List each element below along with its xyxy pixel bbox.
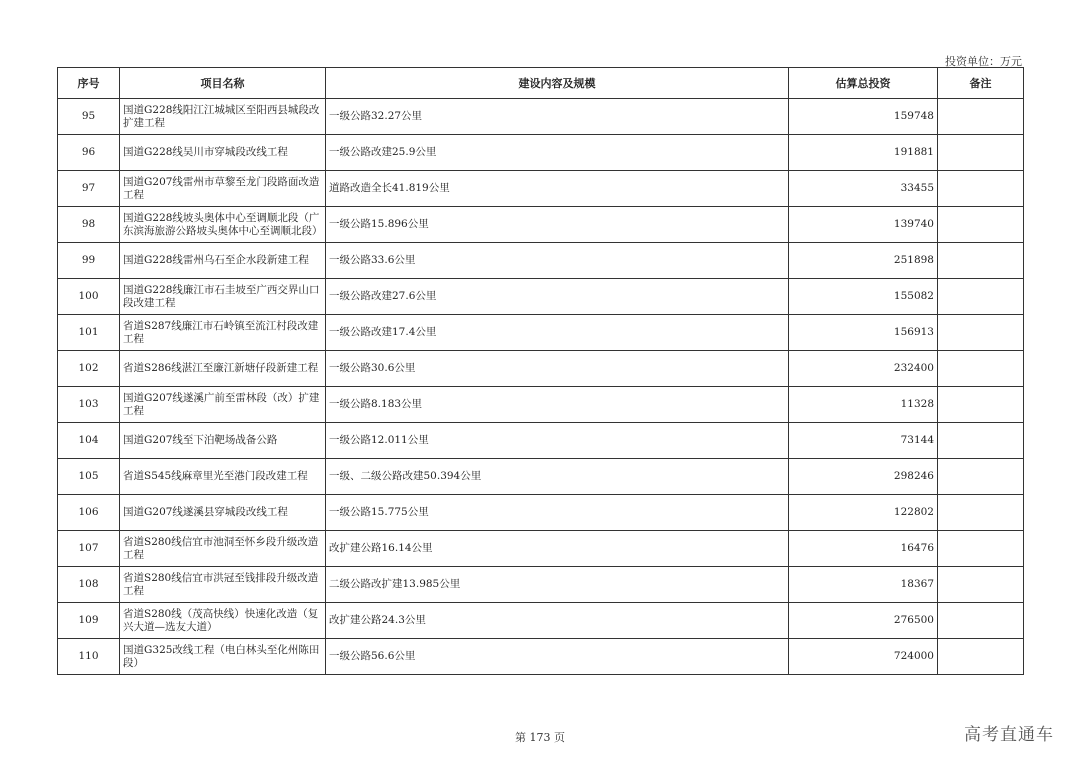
cell-project-name: 国道G228线廉江市石圭坡至广西交界山口段改建工程 (120, 279, 326, 315)
table-row (58, 315, 1024, 351)
cell-investment: 18367 (789, 567, 938, 603)
project-table (57, 67, 1024, 675)
cell-content: 一级公路改建27.6公里 (326, 279, 789, 315)
cell-project-name: 省道S287线廉江市石岭镇至流江村段改建工程 (120, 315, 326, 351)
cell-content: 改扩建公路24.3公里 (326, 603, 789, 639)
cell-project-name: 国道G228线坡头奥体中心至调顺北段（广东滨海旅游公路坡头奥体中心至调顺北段） (120, 207, 326, 243)
cell-remark (938, 495, 1024, 531)
cell-seq: 95 (58, 99, 120, 135)
cell-content: 二级公路改扩建13.985公里 (326, 567, 789, 603)
cell-remark (938, 279, 1024, 315)
cell-seq: 107 (58, 531, 120, 567)
table-body (58, 99, 1024, 675)
cell-remark (938, 99, 1024, 135)
cell-investment: 159748 (789, 99, 938, 135)
table-row (58, 99, 1024, 135)
cell-investment: 298246 (789, 459, 938, 495)
cell-remark (938, 531, 1024, 567)
table-row (58, 531, 1024, 567)
cell-seq: 104 (58, 423, 120, 459)
cell-investment: 139740 (789, 207, 938, 243)
table-header-row (58, 68, 1024, 99)
cell-project-name: 国道G207线雷州市草黎至龙门段路面改造工程 (120, 171, 326, 207)
cell-seq: 97 (58, 171, 120, 207)
cell-remark (938, 207, 1024, 243)
cell-content: 一级公路8.183公里 (326, 387, 789, 423)
table-row (58, 567, 1024, 603)
table-row (58, 639, 1024, 675)
cell-content: 改扩建公路16.14公里 (326, 531, 789, 567)
cell-seq: 108 (58, 567, 120, 603)
cell-investment: 122802 (789, 495, 938, 531)
cell-investment: 33455 (789, 171, 938, 207)
table-row (58, 135, 1024, 171)
cell-remark (938, 243, 1024, 279)
cell-project-name: 国道G207线至下泊靶场战备公路 (120, 423, 326, 459)
cell-investment: 724000 (789, 639, 938, 675)
cell-project-name: 国道G228线阳江江城城区至阳西县城段改扩建工程 (120, 99, 326, 135)
table-row (58, 279, 1024, 315)
investment-unit-note: 投资单位：万元 (945, 55, 1022, 68)
cell-investment: 155082 (789, 279, 938, 315)
cell-seq: 105 (58, 459, 120, 495)
cell-investment: 191881 (789, 135, 938, 171)
header-seq: 序号 (58, 68, 120, 99)
cell-project-name: 国道G228线雷州乌石至企水段新建工程 (120, 243, 326, 279)
cell-investment: 156913 (789, 315, 938, 351)
cell-seq: 102 (58, 351, 120, 387)
cell-seq: 98 (58, 207, 120, 243)
cell-seq: 101 (58, 315, 120, 351)
cell-content: 一级、二级公路改建50.394公里 (326, 459, 789, 495)
cell-remark (938, 423, 1024, 459)
cell-project-name: 国道G228线吴川市穿城段改线工程 (120, 135, 326, 171)
cell-content: 一级公路32.27公里 (326, 99, 789, 135)
cell-seq: 106 (58, 495, 120, 531)
table-row (58, 495, 1024, 531)
cell-content: 一级公路12.011公里 (326, 423, 789, 459)
cell-project-name: 省道S280线（茂高快线）快速化改造（复兴大道—选友大道） (120, 603, 326, 639)
table-row (58, 423, 1024, 459)
cell-content: 一级公路56.6公里 (326, 639, 789, 675)
cell-remark (938, 171, 1024, 207)
cell-content: 道路改造全长41.819公里 (326, 171, 789, 207)
cell-project-name: 国道G325改线工程（电白林头至化州陈田段） (120, 639, 326, 675)
cell-investment: 16476 (789, 531, 938, 567)
cell-remark (938, 459, 1024, 495)
cell-content: 一级公路15.775公里 (326, 495, 789, 531)
cell-investment: 11328 (789, 387, 938, 423)
cell-investment: 276500 (789, 603, 938, 639)
cell-content: 一级公路改建17.4公里 (326, 315, 789, 351)
cell-project-name: 国道G207线遂溪县穿城段改线工程 (120, 495, 326, 531)
cell-remark (938, 603, 1024, 639)
cell-project-name: 省道S545线麻章里光至港门段改建工程 (120, 459, 326, 495)
cell-investment: 232400 (789, 351, 938, 387)
table-row (58, 603, 1024, 639)
cell-project-name: 省道S286线湛江至廉江新塘仔段新建工程 (120, 351, 326, 387)
table-row (58, 459, 1024, 495)
table-row (58, 387, 1024, 423)
cell-remark (938, 567, 1024, 603)
page-number: 第 173 页 (515, 731, 565, 744)
cell-investment: 251898 (789, 243, 938, 279)
cell-project-name: 省道S280线信宜市池洞至怀乡段升级改造工程 (120, 531, 326, 567)
cell-project-name: 省道S280线信宜市洪冠至钱排段升级改造工程 (120, 567, 326, 603)
cell-content: 一级公路33.6公里 (326, 243, 789, 279)
header-content: 建设内容及规模 (326, 68, 789, 99)
cell-content: 一级公路30.6公里 (326, 351, 789, 387)
cell-seq: 99 (58, 243, 120, 279)
table-row (58, 243, 1024, 279)
cell-remark (938, 639, 1024, 675)
table-row (58, 171, 1024, 207)
cell-seq: 109 (58, 603, 120, 639)
cell-seq: 103 (58, 387, 120, 423)
table-row (58, 351, 1024, 387)
cell-investment: 73144 (789, 423, 938, 459)
cell-remark (938, 315, 1024, 351)
cell-remark (938, 351, 1024, 387)
cell-seq: 110 (58, 639, 120, 675)
header-remark: 备注 (938, 68, 1024, 99)
cell-remark (938, 135, 1024, 171)
watermark-logo-text: 高考直通车 (964, 725, 1054, 745)
table-row (58, 207, 1024, 243)
header-project-name: 项目名称 (120, 68, 326, 99)
cell-project-name: 国道G207线遂溪广前至雷林段（改）扩建工程 (120, 387, 326, 423)
cell-content: 一级公路改建25.9公里 (326, 135, 789, 171)
cell-seq: 100 (58, 279, 120, 315)
cell-seq: 96 (58, 135, 120, 171)
cell-remark (938, 387, 1024, 423)
header-investment: 估算总投资 (789, 68, 938, 99)
cell-content: 一级公路15.896公里 (326, 207, 789, 243)
